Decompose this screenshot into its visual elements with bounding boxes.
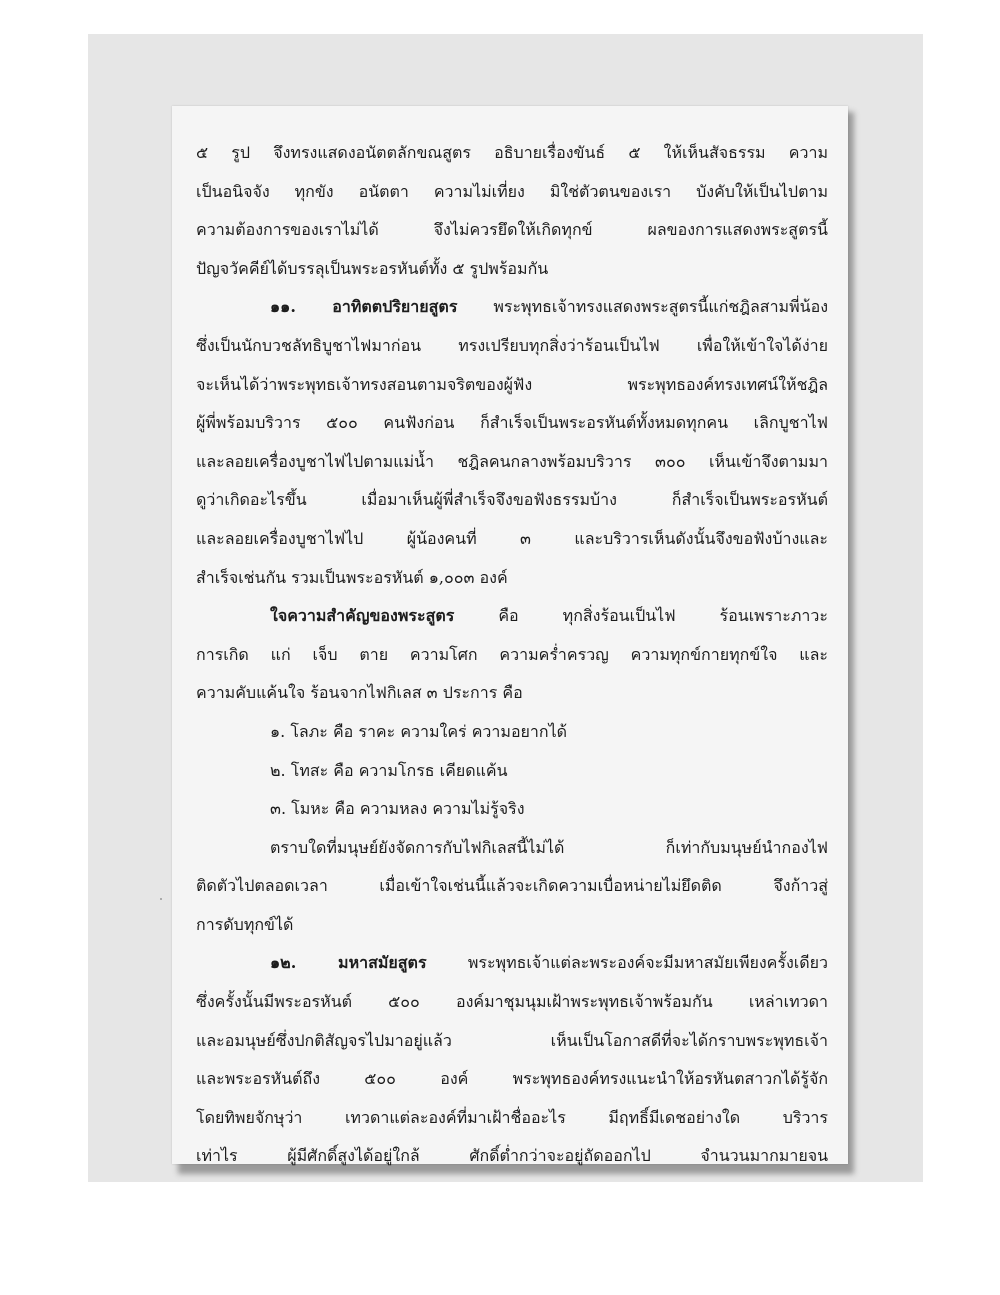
para1-line: ปัญจวัคคีย์ได้บรรลุเป็นพระอรหันต์ทั้ง ๕ รูปพร้อมกัน (196, 258, 549, 278)
para1-line: ๕ รูป จึงทรงแสดงอนัตตลักขณสูตร อธิบายเรื่องขันธ์ ๕ ให้เห็นสัจธรรม ความ (196, 143, 828, 162)
para4-line: ตราบใดที่มนุษย์ยังจัดการกับไฟกิเลสนี้ไม่ได้ ก็เท่ากับมนุษย์นำกองไฟ (270, 837, 828, 857)
section-12-first-line (196, 944, 828, 983)
para2-line: และลอยเครื่องบูชาไฟไปตามแม่น้ำ ชฎิลคนกลางพร้อมบริวาร ๓๐๐ เห็นเข้าจึงตามมา (196, 451, 828, 471)
para2-line: ซึ่งเป็นนักบวชลัทธิบูชาไฟมาก่อน ทรงเปรียบทุกสิ่งว่าร้อนเป็นไฟ เพื่อให้เข้าใจได้ง่าย (196, 335, 828, 355)
para1-line: เป็นอนิจจัง ทุกขัง อนัตตา ความไม่เที่ยง มิใช่ตัวตนของเรา บังคับให้เป็นไปตาม (196, 181, 828, 201)
list-item: ๑. โลภะ คือ ราคะ ความใคร่ ความอยากได้ (270, 721, 568, 741)
section-11-first-line (196, 288, 828, 327)
key-meaning-heading: ใจความสำคัญของพระสูตร (270, 606, 455, 626)
para2-line: และลอยเครื่องบูชาไฟไป ผู้น้องคนที่ ๓ และบริวารเห็นดังนั้นจึงขอฟังบ้างและ (196, 528, 828, 548)
section-11-first-line-text: พระพุทธเจ้าทรงแสดงพระสูตรนี้แก่ชฎิลสามพี่น้อง (457, 297, 828, 317)
para5-line: และอมนุษย์ซึ่งปกติสัญจรไปมาอยู่แล้ว เห็นเป็นโอกาสดีที่จะได้กราบพระพุทธเจ้า (196, 1030, 828, 1050)
para5-line: เท่าไร ผู้มีศักดิ์สูงได้อยู่ใกล้ ศักดิ์ต่ำกว่าจะอยู่ถัดออกไป จำนวนมากมายจน (196, 1146, 828, 1166)
section-11-heading: ๑๑. อาทิตตปริยายสูตร (270, 297, 458, 317)
para1-line: ความต้องการของเราไม่ได้ จึงไม่ควรยึดให้เกิดทุกข์ ผลของการแสดงพระสูตรนี้ (196, 220, 828, 240)
list-item: ๒. โทสะ คือ ความโกรธ เคียดแค้น (270, 760, 508, 780)
page-text (196, 134, 828, 1176)
key-meaning-first-line-text: คือ ทุกสิ่งร้อนเป็นไฟ ร้อนเพราะภาวะ (454, 606, 828, 626)
para5-line: ซึ่งครั้งนั้นมีพระอรหันต์ ๕๐๐ องค์มาชุมนุมเฝ้าพระพุทธเจ้าพร้อมกัน เหล่าเทวดา (196, 992, 828, 1012)
scan-speck (160, 898, 162, 900)
para3-line: ความคับแค้นใจ ร้อนจากไฟกิเลส ๓ ประการ คือ (196, 683, 523, 703)
para4-line: ติดตัวไปตลอดเวลา เมื่อเข้าใจเช่นนี้แล้วจะเกิดความเบื่อหน่ายไม่ยึดติด จึงก้าวสู่ (196, 876, 828, 896)
para2-line: จะเห็นได้ว่าพระพุทธเจ้าทรงสอนตามจริตของผู้ฟัง พระพุทธองค์ทรงเทศน์ให้ชฎิล (196, 374, 828, 394)
section-12-heading: ๑๒. มหาสมัยสูตร (270, 953, 427, 973)
para5-line: โดยทิพยจักษุว่า เทวดาแต่ละองค์ที่มาเฝ้าชื่ออะไร มีฤทธิ์มีเดชอย่างใด บริวาร (196, 1107, 828, 1127)
document-page (172, 106, 848, 1164)
para4-line: การดับทุกข์ได้ (196, 914, 294, 934)
section-12-first-line-text: พระพุทธเจ้าแต่ละพระองค์จะมีมหาสมัยเพียงครั้งเดียว (426, 953, 828, 973)
para2-line: สำเร็จเช่นกัน รวมเป็นพระอรหันต์ ๑,๐๐๓ องค์ (196, 567, 508, 587)
para2-line: ผู้พี่พร้อมบริวาร ๕๐๐ คนฟังก่อน ก็สำเร็จเป็นพระอรหันต์ทั้งหมดทุกคน เลิกบูชาไฟ (196, 413, 828, 433)
para3-line: การเกิด แก่ เจ็บ ตาย ความโศก ความคร่ำครวญ ความทุกข์กายทุกข์ใจ และ (196, 644, 828, 664)
list-item: ๓. โมหะ คือ ความหลง ความไม่รู้จริง (270, 799, 525, 819)
key-meaning-first-line (196, 597, 828, 636)
para2-line: ดูว่าเกิดอะไรขึ้น เมื่อมาเห็นผู้พี่สำเร็จจึงขอฟังธรรมบ้าง ก็สำเร็จเป็นพระอรหันต์ (196, 490, 828, 510)
para5-line: และพระอรหันต์ถึง ๕๐๐ องค์ พระพุทธองค์ทรงแนะนำให้อรหันตสาวกได้รู้จัก (196, 1069, 828, 1089)
